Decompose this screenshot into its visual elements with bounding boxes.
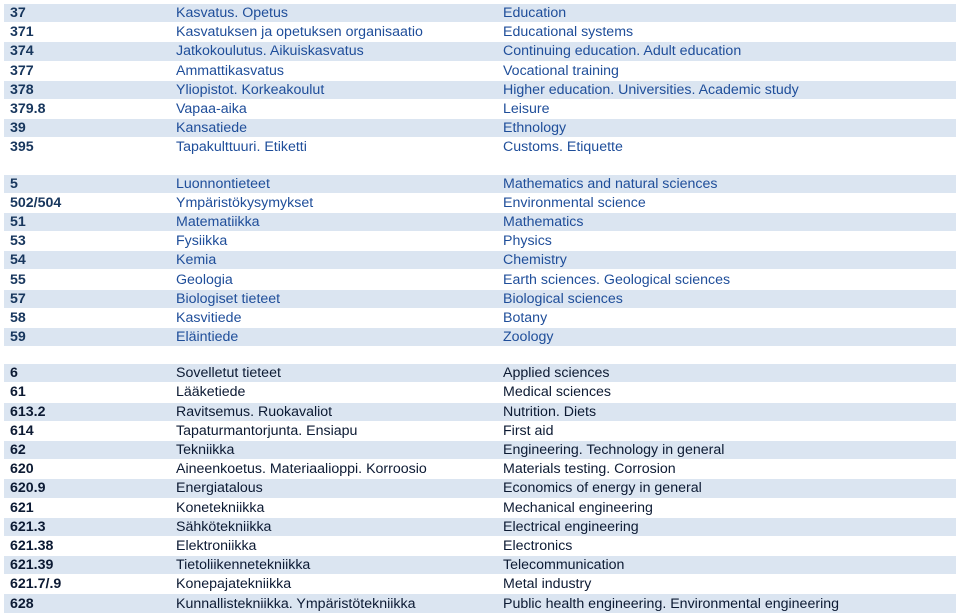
english-term-cell: Educational systems	[497, 23, 956, 42]
english-term-cell: Earth sciences. Geological sciences	[497, 270, 956, 289]
finnish-term-cell: Sovelletut tieteet	[170, 364, 497, 383]
finnish-term-cell: Tapaturmantorjunta. Ensiapu	[170, 422, 497, 441]
english-term-cell: Vocational training	[497, 62, 956, 81]
table-row	[4, 383, 956, 402]
finnish-term-cell: Fysiikka	[170, 232, 497, 251]
finnish-term-cell: Tekniikka	[170, 441, 497, 460]
code-cell: 58	[4, 309, 170, 328]
finnish-term-cell: Yliopistot. Korkeakoulut	[170, 81, 497, 100]
table-row	[4, 290, 956, 309]
code-cell: 628	[4, 594, 170, 613]
table-row	[4, 42, 956, 61]
finnish-term-cell: Kemia	[170, 251, 497, 270]
code-cell: 620	[4, 460, 170, 479]
code-cell: 51	[4, 213, 170, 232]
english-term-cell: Chemistry	[497, 251, 956, 270]
table-row	[4, 119, 956, 138]
table-row	[4, 213, 956, 232]
english-term-cell: Public health engineering. Environmental engineering	[497, 594, 956, 613]
english-term-cell: Higher education. Universities. Academic study	[497, 81, 956, 100]
table-row	[4, 422, 956, 441]
finnish-term-cell: Elektroniikka	[170, 537, 497, 556]
table-row	[4, 81, 956, 100]
code-cell: 374	[4, 42, 170, 61]
finnish-term-cell: Kasvitiede	[170, 309, 497, 328]
table-row	[4, 479, 956, 498]
finnish-term-cell: Ympäristökysymykset	[170, 194, 497, 213]
code-cell: 6	[4, 364, 170, 383]
table-row	[4, 100, 956, 119]
table-row	[4, 175, 956, 194]
code-cell: 62	[4, 441, 170, 460]
english-term-cell: Economics of energy in general	[497, 479, 956, 498]
finnish-term-cell: Ravitsemus. Ruokavaliot	[170, 403, 497, 422]
english-term-cell: Zoology	[497, 328, 956, 347]
english-term-cell: Telecommunication	[497, 556, 956, 575]
code-cell: 371	[4, 23, 170, 42]
finnish-term-cell: Kunnallistekniikka. Ympäristötekniikka	[170, 594, 497, 613]
finnish-term-cell: Energiatalous	[170, 479, 497, 498]
english-term-cell: Mathematics and natural sciences	[497, 175, 956, 194]
table-row	[4, 138, 956, 157]
code-cell: 55	[4, 270, 170, 289]
finnish-term-cell: Sähkötekniikka	[170, 518, 497, 537]
code-cell: 621.38	[4, 537, 170, 556]
table-row	[4, 403, 956, 422]
finnish-term-cell: Eläintiede	[170, 328, 497, 347]
code-cell: 54	[4, 251, 170, 270]
finnish-term-cell: Biologiset tieteet	[170, 290, 497, 309]
english-term-cell: Physics	[497, 232, 956, 251]
table-row	[4, 537, 956, 556]
spacer-cell	[4, 158, 956, 175]
english-term-cell: Materials testing. Corrosion	[497, 460, 956, 479]
english-term-cell: Ethnology	[497, 119, 956, 138]
table-row	[4, 460, 956, 479]
finnish-term-cell: Tapakulttuuri. Etiketti	[170, 138, 497, 157]
group-spacer	[4, 158, 956, 175]
table-row	[4, 4, 956, 23]
table-row	[4, 575, 956, 594]
finnish-term-cell: Matematiikka	[170, 213, 497, 232]
finnish-term-cell: Konepajatekniikka	[170, 575, 497, 594]
english-term-cell: Education	[497, 4, 956, 23]
finnish-term-cell: Lääketiede	[170, 383, 497, 402]
code-cell: 377	[4, 62, 170, 81]
classification-table	[4, 4, 956, 614]
english-term-cell: Biological sciences	[497, 290, 956, 309]
finnish-term-cell: Vapaa-aika	[170, 100, 497, 119]
code-cell: 379.8	[4, 100, 170, 119]
english-term-cell: Metal industry	[497, 575, 956, 594]
table-row	[4, 364, 956, 383]
table-row	[4, 251, 956, 270]
code-cell: 613.2	[4, 403, 170, 422]
table-row	[4, 270, 956, 289]
code-cell: 53	[4, 232, 170, 251]
code-cell: 614	[4, 422, 170, 441]
english-term-cell: Botany	[497, 309, 956, 328]
table-row	[4, 232, 956, 251]
code-cell: 37	[4, 4, 170, 23]
english-term-cell: Leisure	[497, 100, 956, 119]
english-term-cell: Electrical engineering	[497, 518, 956, 537]
finnish-term-cell: Jatkokoulutus. Aikuiskasvatus	[170, 42, 497, 61]
code-cell: 621	[4, 499, 170, 518]
table-row	[4, 328, 956, 347]
code-cell: 621.3	[4, 518, 170, 537]
spacer-cell	[4, 347, 956, 364]
table-row	[4, 194, 956, 213]
table-row	[4, 556, 956, 575]
finnish-term-cell: Luonnontieteet	[170, 175, 497, 194]
english-term-cell: Customs. Etiquette	[497, 138, 956, 157]
table-row	[4, 518, 956, 537]
finnish-term-cell: Tietoliikennetekniikka	[170, 556, 497, 575]
finnish-term-cell: Ammattikasvatus	[170, 62, 497, 81]
code-cell: 39	[4, 119, 170, 138]
table-row	[4, 441, 956, 460]
code-cell: 620.9	[4, 479, 170, 498]
english-term-cell: Engineering. Technology in general	[497, 441, 956, 460]
code-cell: 59	[4, 328, 170, 347]
finnish-term-cell: Kasvatuksen ja opetuksen organisaatio	[170, 23, 497, 42]
english-term-cell: Environmental science	[497, 194, 956, 213]
table-row	[4, 309, 956, 328]
english-term-cell: Mathematics	[497, 213, 956, 232]
finnish-term-cell: Aineenkoetus. Materiaalioppi. Korroosio	[170, 460, 497, 479]
group-spacer	[4, 347, 956, 364]
table-row	[4, 499, 956, 518]
code-cell: 5	[4, 175, 170, 194]
code-cell: 378	[4, 81, 170, 100]
english-term-cell: First aid	[497, 422, 956, 441]
english-term-cell: Electronics	[497, 537, 956, 556]
finnish-term-cell: Kasvatus. Opetus	[170, 4, 497, 23]
code-cell: 621.7/.9	[4, 575, 170, 594]
english-term-cell: Applied sciences	[497, 364, 956, 383]
english-term-cell: Nutrition. Diets	[497, 403, 956, 422]
table-row	[4, 23, 956, 42]
finnish-term-cell: Kansatiede	[170, 119, 497, 138]
english-term-cell: Continuing education. Adult education	[497, 42, 956, 61]
finnish-term-cell: Geologia	[170, 270, 497, 289]
table-row	[4, 62, 956, 81]
english-term-cell: Mechanical engineering	[497, 499, 956, 518]
table-row	[4, 594, 956, 613]
code-cell: 395	[4, 138, 170, 157]
code-cell: 61	[4, 383, 170, 402]
classification-table-body	[4, 4, 956, 614]
code-cell: 621.39	[4, 556, 170, 575]
code-cell: 57	[4, 290, 170, 309]
code-cell: 502/504	[4, 194, 170, 213]
finnish-term-cell: Konetekniikka	[170, 499, 497, 518]
english-term-cell: Medical sciences	[497, 383, 956, 402]
